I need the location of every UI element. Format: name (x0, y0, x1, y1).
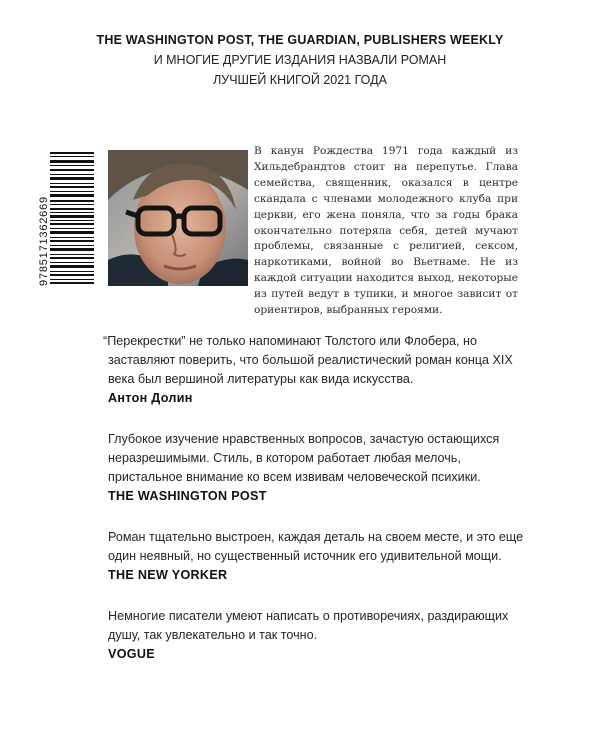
header (0, 30, 600, 90)
quote-source: THE WASHINGTON POST (108, 489, 267, 503)
isbn-barcode (38, 150, 94, 286)
quote-source: VOGUE (108, 647, 155, 661)
acclaim-line: И МНОГИЕ ДРУГИЕ ИЗДАНИЯ НАЗВАЛИ РОМАН (153, 53, 447, 67)
best-book-line: ЛУЧШЕЙ КНИГОЙ 2021 ГОДА (213, 73, 387, 87)
review-quote (103, 332, 528, 408)
review-quotes (103, 332, 528, 686)
quote-text: Роман тщательно выстроен, каждая деталь на своем месте, и это еще один неявный, но существенный источник его удивительной мощи. (108, 530, 524, 563)
book-blurb: В канун Рождества 1971 года каждый из Хильдебрандтов стоит на перепутье. Глава семейства, священник, оказался в центре скандала с членами молодежного клуба при церкви, его жена поняла, что за годы брака окончательно потеряла себя, детей мучают проблемы, связанные с религией, сексом, наркотиками, войной во Вьетнаме. Не из каждой ситуации находится выход, некоторые из путей ведут в тупики, и многое зависит от ориентиров, выбранных героями. (254, 145, 518, 317)
review-quote (108, 430, 528, 506)
quote-text: Немногие писатели умеют написать о противоречиях, раздирающих душу, так увлекательно и так точно. (108, 609, 509, 642)
author-photo (108, 150, 248, 286)
review-quote (108, 607, 528, 664)
isbn-digits: 9785171362669 (38, 196, 50, 286)
quote-text: Глубокое изучение нравственных вопросов, зачастую остающихся неразрешимыми. Стиль, в котором работает любая мелочь, пристальное внимание ко всем извивам человеческой психики. (108, 432, 500, 484)
quote-source: THE NEW YORKER (108, 568, 228, 582)
quote-text: “Перекрестки” не только напоминают Толстого или Флобера, но заставляют поверить, что большой реалистический роман конца XIX века был вершиной литературы как вида искусства. (103, 334, 513, 386)
review-quote (108, 528, 528, 585)
quote-source: Антон Долин (108, 391, 193, 405)
publications-line: THE WASHINGTON POST, THE GUARDIAN, PUBLISHERS WEEKLY (96, 33, 504, 47)
